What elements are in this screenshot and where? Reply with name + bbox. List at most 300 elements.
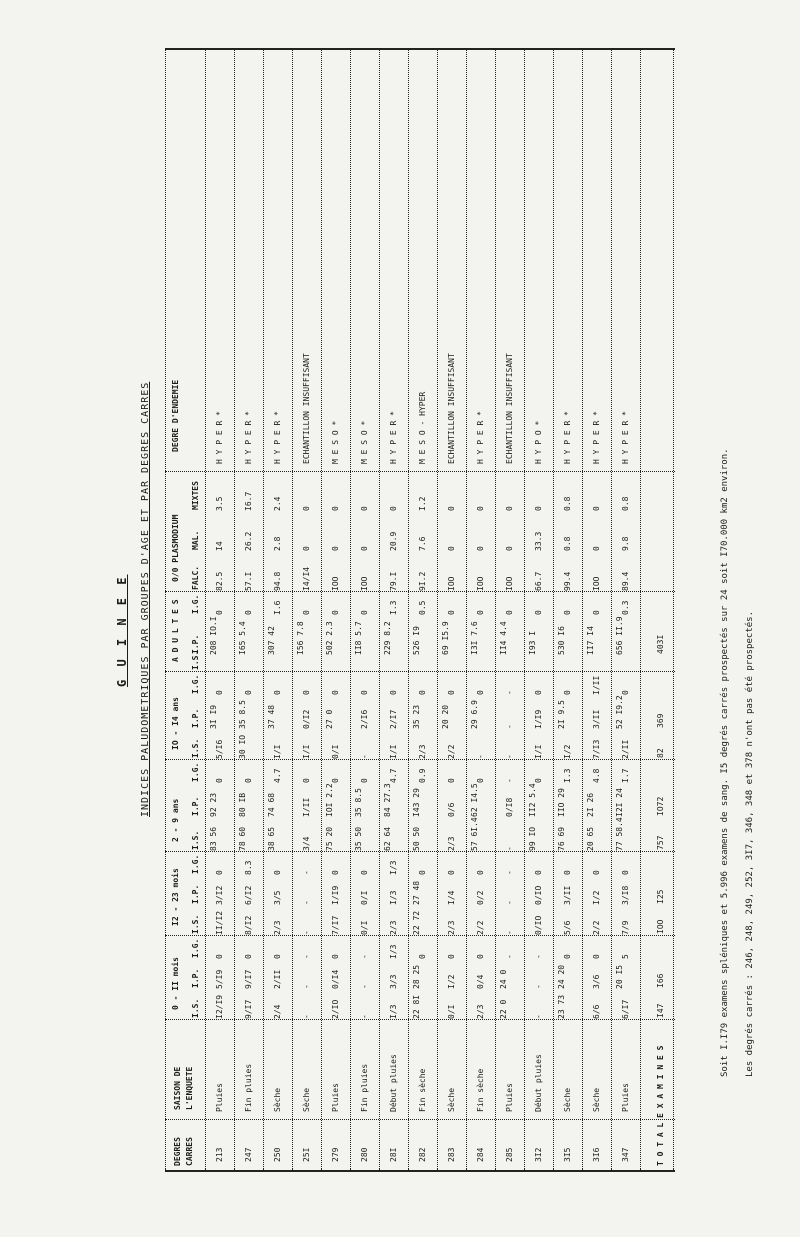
row-value: 57.I (244, 571, 253, 591)
header-sub: I.P. (191, 634, 200, 654)
header-sub: I.G. (191, 674, 200, 694)
row-value: 0/I (360, 890, 369, 905)
row-value: 0 (244, 690, 253, 695)
row-value: 35 8.5 (238, 700, 247, 729)
row-value: I/3 (389, 1004, 398, 1019)
row-value: 0.9 (418, 768, 427, 783)
row-value: 8/I2 (244, 915, 253, 935)
row-endemie: H Y P E R * (215, 411, 224, 464)
totals-label: T O T A L E X A M I N E S (656, 1045, 665, 1166)
column-divider (165, 759, 675, 760)
row-value: 2/3 (447, 836, 456, 851)
row-carre: 285 (505, 1147, 514, 1162)
row-value: 0 (331, 778, 340, 783)
row-value: 38 65 (267, 826, 276, 851)
row-value: 57 6I.4 (470, 817, 479, 851)
row-endemie: H Y P E R * (592, 411, 601, 464)
row-carre: 282 (418, 1147, 427, 1162)
row-value: 0/I2 (302, 709, 311, 729)
row-rule (379, 50, 380, 1170)
row-value: 9.8 (621, 536, 630, 551)
row-value: 0 (331, 610, 340, 615)
column-divider (165, 471, 675, 472)
header-saison: SAISON DE (173, 1066, 182, 1110)
row-value: - (505, 930, 514, 935)
row-value: 307 42 (267, 626, 276, 655)
row-value: 99 IO (528, 826, 537, 851)
row-carre: 283 (447, 1147, 456, 1162)
row-value: 0 (447, 870, 456, 875)
row-value: 3/6 (592, 974, 601, 989)
totals-value: 403I (656, 634, 665, 654)
row-value: 3I I9 (209, 704, 218, 729)
row-value: 52 I9.2 (615, 695, 624, 729)
row-value: 33.3 (534, 531, 543, 551)
row-value: 2I 26 (586, 792, 595, 817)
row-value: I/I (389, 744, 398, 759)
totals-value: IOO (656, 919, 665, 934)
row-value: 2/2 (592, 920, 601, 935)
footnote-1: Soit I.I79 examens spléniques et 5.996 examens de sang. I5 degrés carrés prospectés sur 24 soit I70.000 km2 environ. (720, 448, 730, 1077)
row-saison: Sèche (563, 1087, 572, 1112)
row-rule (234, 50, 235, 1170)
header-age-group: 2 - 9 ans (171, 798, 180, 842)
row-value: - (302, 930, 311, 935)
row-saison: Sèche (302, 1087, 311, 1112)
header-enquete: L'ENQUETE (185, 1066, 194, 1110)
page-title: G U I N E E (115, 574, 129, 687)
row-value: 0 (360, 506, 369, 511)
row-value: 656 II.9 (615, 616, 624, 655)
row-value: 0 (215, 778, 224, 783)
row-value: 526 I9 (412, 626, 421, 655)
row-value: - (505, 954, 514, 959)
row-value: 7/I3 (592, 739, 601, 759)
row-value: 208 IO.I (209, 616, 218, 655)
row-value: 20 I5 (615, 964, 624, 989)
row-carre: 279 (331, 1147, 340, 1162)
row-value: 0 (302, 690, 311, 695)
totals-value: IO72 (656, 796, 665, 816)
row-value: 0.8 (621, 496, 630, 511)
row-rule (350, 50, 351, 1170)
row-value: 3/II (592, 709, 601, 729)
row-value: 9/I7 (244, 999, 253, 1019)
row-value: 0 (360, 690, 369, 695)
row-saison: Fin pluies (244, 1063, 253, 1112)
row-value: - (534, 1014, 543, 1019)
row-value: - (505, 690, 514, 695)
row-value: 2.4 (273, 496, 282, 511)
row-value: 530 I6 (557, 626, 566, 655)
row-value: 0 (534, 870, 543, 875)
row-saison: Pluies (331, 1083, 340, 1112)
row-saison: Pluies (621, 1083, 630, 1112)
row-endemie: ECHANTILLON INSUFFISANT (447, 353, 456, 464)
column-divider (165, 1119, 675, 1120)
row-carre: 213 (215, 1147, 224, 1162)
header-sub: I.S. (191, 998, 200, 1018)
row-value: 0 (534, 778, 543, 783)
row-value: - (360, 1014, 369, 1019)
row-value: 2/3 (389, 920, 398, 935)
row-value: 0/6 (447, 802, 456, 817)
row-value: 502 2.3 (325, 621, 334, 655)
row-value: 0.3 (621, 600, 630, 615)
row-value: 62 I4.5 (470, 783, 479, 817)
row-rule (553, 50, 554, 1170)
row-value: I.3 (389, 600, 398, 615)
row-value: 62 64 (383, 826, 392, 851)
row-value: 0 (215, 954, 224, 959)
row-carre: 284 (476, 1147, 485, 1162)
row-value: 0 (447, 778, 456, 783)
row-value: IOI 2.2 (325, 783, 334, 817)
row-value: 0 (273, 690, 282, 695)
row-value: 7/I7 (331, 915, 340, 935)
row-value: 24 20 (557, 964, 566, 989)
column-divider (165, 851, 675, 852)
row-value: - (302, 870, 311, 875)
row-rule (640, 50, 641, 1170)
row-value: 0 (215, 690, 224, 695)
row-value: I/I9 (534, 709, 543, 729)
row-value: - (360, 754, 369, 759)
row-value: - (505, 724, 514, 729)
row-value: 0 (360, 870, 369, 875)
row-value: 2/3 (273, 920, 282, 935)
row-value: 99.4 (563, 571, 572, 591)
row-value: 79.I (389, 571, 398, 591)
header-rule (205, 50, 206, 1170)
row-value: 0/I8 (505, 797, 514, 817)
row-value: 27 0 (325, 709, 334, 729)
page-subtitle: INDICES PALUDOMETRIQUES PAR GROUPES D'AGE ET PAR DEGRES CARRES (140, 381, 151, 817)
row-value: 84 27.3 (383, 783, 392, 817)
row-value: 0 (418, 870, 427, 875)
row-carre: 3I2 (534, 1147, 543, 1162)
row-value: 22 0 (499, 999, 508, 1019)
row-value: 5/6 (563, 920, 572, 935)
row-value: 4.8 (592, 768, 601, 783)
row-value: 0.8 (563, 496, 572, 511)
row-value: 5 (621, 954, 630, 959)
row-saison: Fin pluies (360, 1063, 369, 1112)
column-divider (165, 935, 675, 936)
row-value: I3I 7.6 (470, 621, 479, 655)
row-value: - (476, 754, 485, 759)
row-value: I.6 (273, 600, 282, 615)
row-value: 0 (592, 610, 601, 615)
row-value: I/I (534, 744, 543, 759)
row-endemie: ECHANTILLON INSUFFISANT (302, 353, 311, 464)
row-value: IOO (331, 576, 340, 591)
row-value: 0 (505, 610, 514, 615)
header-sub: I.P. (191, 884, 200, 904)
row-carre: 280 (360, 1147, 369, 1162)
row-value: IOO (360, 576, 369, 591)
totals-value: 369 (656, 713, 665, 728)
row-value: 0/I4 (331, 969, 340, 989)
footnote-2: Les degrés carrés : 246, 248, 249, 252, 3I7, 346, 348 et 378 n'ont pas été prospectés. (745, 611, 755, 1077)
row-value: 24 0 (499, 969, 508, 989)
row-value: 0 (360, 778, 369, 783)
column-divider (165, 671, 675, 672)
row-value: 0 (215, 610, 224, 615)
row-value: 77 58.4 (615, 817, 624, 851)
row-value: 74 68 (267, 792, 276, 817)
row-value: 35 23 (412, 704, 421, 729)
row-value: 2/2 (447, 744, 456, 759)
row-value: 0 (447, 610, 456, 615)
row-value: 0 (447, 954, 456, 959)
row-endemie: H Y P E R * (273, 411, 282, 464)
row-value: 0 (563, 870, 572, 875)
totals-value: I66 (656, 973, 665, 988)
row-value: 5/I6 (215, 739, 224, 759)
row-rule (263, 50, 264, 1170)
row-value: 3/5 (273, 890, 282, 905)
row-value: I/I9 (331, 885, 340, 905)
row-value: 26.2 (244, 531, 253, 551)
row-carre: 25I (302, 1147, 311, 1162)
row-value: I2I 24 (615, 788, 624, 817)
row-rule (408, 50, 409, 1170)
row-value: 2I 9.5 (557, 700, 566, 729)
row-rule (524, 50, 525, 1170)
header-endemie: DEGRE D'ENDEMIE (171, 379, 180, 452)
header-age-group: I2 - 23 mois (171, 868, 180, 926)
row-value: 0 (592, 546, 601, 551)
row-value: 0 (331, 546, 340, 551)
row-value: 6/6 (592, 1004, 601, 1019)
row-value: 2.8 (273, 536, 282, 551)
header-sub: I.G. (191, 594, 200, 614)
row-value: 80 IB (238, 792, 247, 817)
row-value: 0/I (360, 920, 369, 935)
row-value: II8 5.7 (354, 621, 363, 655)
row-value: II7 I4 (586, 626, 595, 655)
header-sub: I.S. (191, 914, 200, 934)
row-value: 2/3 (476, 1004, 485, 1019)
row-value: 0.8 (563, 536, 572, 551)
row-value: 0 (331, 690, 340, 695)
row-saison: Fin sèche (418, 1068, 427, 1112)
row-value: 20.9 (389, 531, 398, 551)
row-value: 0 (215, 870, 224, 875)
row-value: 0/4 (476, 974, 485, 989)
row-value: 0/2 (476, 890, 485, 905)
row-endemie: H Y P E R * (476, 411, 485, 464)
row-value: 23 73 (557, 994, 566, 1019)
row-value: 0 (621, 870, 630, 875)
row-endemie: ECHANTILLON INSUFFISANT (505, 353, 514, 464)
row-value: 0 (273, 954, 282, 959)
row-endemie: H Y P E R * (563, 411, 572, 464)
row-value: 0 (592, 954, 601, 959)
row-saison: Pluies (215, 1083, 224, 1112)
header-sub: I.P. (191, 796, 200, 816)
row-value: 2/4 (273, 1004, 282, 1019)
row-value: 92 23 (209, 792, 218, 817)
row-value: 3/I8 (621, 885, 630, 905)
row-value: 37 48 (267, 704, 276, 729)
header-degres: DEGRES (173, 1137, 182, 1166)
header-sub: I.S. (191, 738, 200, 758)
header-age-group: IO - I4 ans (171, 697, 180, 750)
row-value: 0 (389, 506, 398, 511)
row-value: IOO (447, 576, 456, 591)
row-value: 0 (244, 610, 253, 615)
row-carre: 3I5 (563, 1147, 572, 1162)
row-value: I/I (273, 744, 282, 759)
row-value: - (505, 900, 514, 905)
row-value: 0 (534, 610, 543, 615)
row-endemie: H Y P O * (534, 420, 543, 464)
row-value: 35 50 (354, 826, 363, 851)
row-value: 4.7 (273, 768, 282, 783)
row-value: IOO (476, 576, 485, 591)
row-value: 0 (331, 954, 340, 959)
row-rule (495, 50, 496, 1170)
row-value: - (360, 954, 369, 959)
row-value: 2/II (621, 739, 630, 759)
row-value: 75 20 (325, 826, 334, 851)
row-value: I2/I9 (215, 994, 224, 1019)
header-plasmo-sub: MAL. (191, 530, 200, 550)
row-value: 78 60 (238, 826, 247, 851)
row-value: 2/3 (447, 920, 456, 935)
row-value: 0/I (447, 1004, 456, 1019)
row-value: 0 (302, 546, 311, 551)
header-sub: I.P. (191, 968, 200, 988)
row-value: - (302, 954, 311, 959)
row-endemie: H Y P E R * (244, 411, 253, 464)
row-value: - (505, 846, 514, 851)
row-value: 0 (476, 506, 485, 511)
header-sub: I.G. (191, 762, 200, 782)
header-plasmodium: 0/0 PLASMODIUM (171, 514, 180, 582)
column-divider (165, 1019, 675, 1020)
row-value: 20 65 (586, 826, 595, 851)
row-carre: 347 (621, 1147, 630, 1162)
table-bottom-rule (673, 50, 674, 1170)
row-value: 0 (476, 610, 485, 615)
row-value: 3/3 (389, 974, 398, 989)
row-saison: Sèche (592, 1087, 601, 1112)
row-value: - (534, 984, 543, 989)
row-value: I/4 (447, 890, 456, 905)
row-value: 0 (592, 506, 601, 511)
column-divider (165, 591, 675, 592)
row-value: 76 69 (557, 826, 566, 851)
row-value: 0 (302, 778, 311, 783)
row-rule (292, 50, 293, 1170)
row-value: 2/IO (331, 999, 340, 1019)
row-endemie: H Y P E R * (621, 411, 630, 464)
row-value: 4.7 (389, 768, 398, 783)
row-value: I.3 (563, 768, 572, 783)
row-rule (466, 50, 467, 1170)
row-value: I/2 (592, 890, 601, 905)
row-saison: Pluies (505, 1083, 514, 1112)
row-value: 0 (476, 690, 485, 695)
row-saison: Début pluies (534, 1054, 543, 1112)
row-value: 0 (476, 954, 485, 959)
row-value: 3.5 (215, 496, 224, 511)
row-value: 0 (331, 870, 340, 875)
row-value: 0 (621, 690, 630, 695)
row-value: 0 (244, 778, 253, 783)
row-saison: Sèche (447, 1087, 456, 1112)
row-value: 0 (302, 506, 311, 511)
row-value: 2/2 (476, 920, 485, 935)
row-value: 22 72 (412, 910, 421, 935)
row-value: 2/3 (418, 744, 427, 759)
row-value: 0/IO (534, 915, 543, 935)
row-value: 69 I5.9 (441, 621, 450, 655)
row-endemie: H Y P E R * (389, 411, 398, 464)
row-value: 0 (563, 954, 572, 959)
row-value: 9I.2 (418, 571, 427, 591)
row-value: I/2 (447, 974, 456, 989)
row-value: 30 IO (238, 734, 247, 759)
row-value: I43 29 (412, 788, 421, 817)
row-value: 0 (447, 506, 456, 511)
row-value: 94.8 (273, 571, 282, 591)
row-value: I93 I (528, 630, 537, 655)
row-endemie: M E S O * (360, 420, 369, 464)
row-value: 2/II (273, 969, 282, 989)
row-value: I65 5.4 (238, 621, 247, 655)
row-saison: Fin sèche (476, 1068, 485, 1112)
row-value: I/3 (389, 944, 398, 959)
row-value: 27 48 (412, 880, 421, 905)
totals-value: I25 (656, 889, 665, 904)
row-value: 28 25 (412, 964, 421, 989)
row-value: 0.5 (418, 600, 427, 615)
row-value: - (505, 778, 514, 783)
row-value: 8.3 (244, 860, 253, 875)
row-value: 0 (360, 546, 369, 551)
row-value: - (302, 984, 311, 989)
row-value: 0 (476, 778, 485, 783)
row-value: I4 (215, 541, 224, 551)
row-value: 5/I9 (215, 969, 224, 989)
row-value: - (534, 954, 543, 959)
row-value: 0/I (331, 744, 340, 759)
row-value: II/I2 (215, 910, 224, 935)
row-value: I.2 (418, 496, 427, 511)
row-carre: 3I6 (592, 1147, 601, 1162)
totals-value: 82 (656, 748, 665, 758)
row-value: I6.7 (244, 491, 253, 511)
row-value: - (302, 1014, 311, 1019)
row-value: 66.7 (534, 571, 543, 591)
row-value: I56 7.8 (296, 621, 305, 655)
row-value: 0 (447, 546, 456, 551)
row-value: 0 (505, 506, 514, 511)
row-carre: 247 (244, 1147, 253, 1162)
row-value: 0 (331, 506, 340, 511)
row-value: 6/I2 (244, 885, 253, 905)
row-value: II4 4.4 (499, 621, 508, 655)
row-value: 2/I6 (360, 709, 369, 729)
row-value: 0 (505, 546, 514, 551)
row-value: 0 (360, 610, 369, 615)
row-value: 6/I7 (621, 999, 630, 1019)
row-value: 3/I2 (215, 885, 224, 905)
